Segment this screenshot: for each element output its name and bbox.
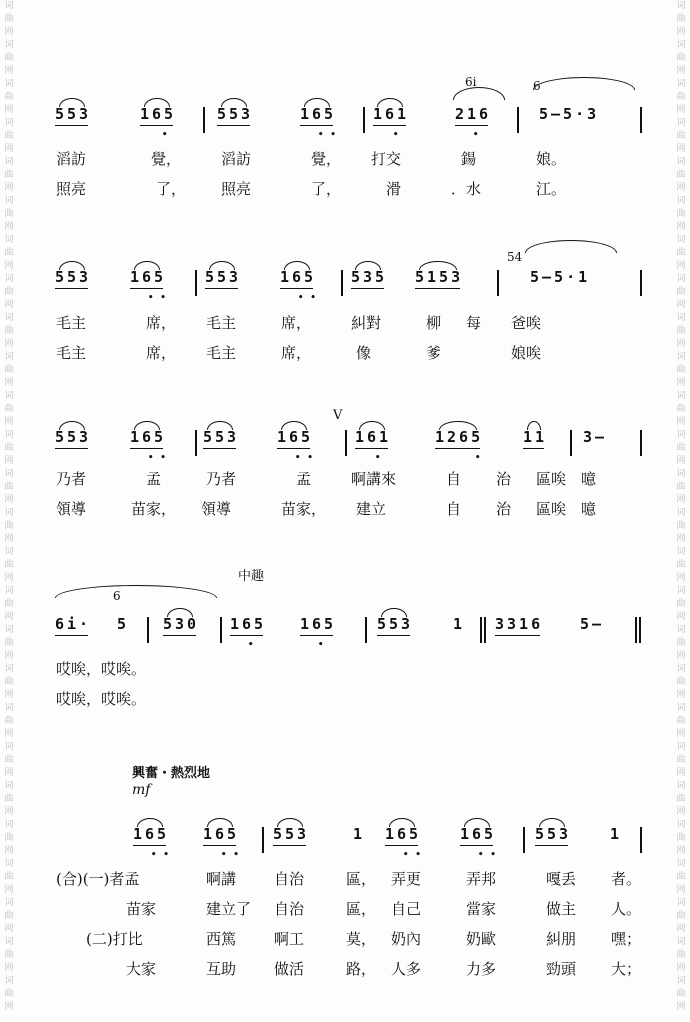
note-group: 216 •	[455, 105, 492, 140]
bar-line	[147, 617, 149, 643]
note-group: 1	[453, 615, 466, 633]
note-group: 553	[377, 615, 413, 633]
note-group: 11	[523, 428, 547, 446]
note-group: 165 ••	[300, 105, 336, 123]
lyric-line: (合)(一)者孟 啊講 自治 區， 弄更 弄邦 嘎丢 者。	[56, 870, 642, 888]
note-group: 165 ••	[130, 428, 166, 446]
tie	[525, 240, 617, 253]
note-group: 553	[203, 428, 239, 446]
breath-mark: V	[333, 408, 343, 423]
lyric-line: (二)打比 西篤 啊工 莫， 奶內 奶歐 糾朋 嘿；	[86, 930, 642, 948]
staff-5	[55, 825, 645, 865]
note-group: 1265 •	[435, 428, 483, 446]
right-watermark: 词曲网词曲网词曲网词曲网词曲网词曲网词曲网词曲网词曲网词曲网词曲网词曲网词曲网词曲网词曲网词曲网词曲网词曲网词曲网词曲网词曲网词曲网词曲网词曲网词曲网词曲网	[676, 1, 686, 1012]
bar-line	[365, 617, 367, 643]
bar-line	[341, 270, 343, 296]
note-group: 165 ••	[280, 268, 316, 286]
note-group: 165 ••	[385, 825, 421, 843]
staff-3	[55, 408, 645, 468]
note-group: 161 •	[355, 428, 391, 446]
bar-line	[497, 270, 499, 296]
lyric-line: 哎唉，哎唉。	[56, 660, 147, 678]
bar-line	[220, 617, 222, 643]
lyric-line: 苗家 建立了 自治 區， 自己 當家 做主 人。	[126, 900, 642, 918]
bar-line	[363, 107, 365, 133]
lyric-line: 滔訪 覺， 滔訪 覺， 打交 鍚 娘。	[56, 150, 567, 168]
bar-line	[640, 430, 642, 456]
note-group: 3—	[583, 428, 608, 446]
bar-line	[203, 107, 205, 133]
note-group: 165 ••	[460, 825, 496, 843]
note-group: 165 ••	[277, 428, 313, 446]
lyric-line: 乃者 孟 乃者 孟 啊講來 自 治 區唉 噫	[56, 470, 597, 488]
staff-2	[55, 250, 645, 308]
bar-line	[345, 430, 347, 456]
note-group: 165 •	[230, 615, 267, 650]
bar-line	[517, 107, 519, 133]
note-group: 5—5·3	[539, 105, 600, 123]
dynamic-marking: mf	[132, 782, 151, 798]
staff-4	[55, 589, 645, 655]
note-group: 553	[205, 268, 241, 286]
bar-line	[640, 270, 642, 296]
grace-annotation: 54	[507, 250, 523, 264]
note-group: 3316	[495, 615, 543, 633]
note-group: 5—5·1	[530, 268, 591, 286]
note-group: 553	[217, 105, 253, 123]
note-group: 1	[353, 825, 366, 843]
note-group: 165 ••	[133, 825, 169, 843]
note-group: 5	[117, 615, 130, 633]
note-group: 161 •	[373, 105, 409, 123]
lyric-line: 大家 互助 做活 路， 人多 力多 勁頭 大；	[126, 960, 642, 978]
note-group: 553	[55, 428, 91, 446]
expression-marking: 興奮・熱烈地	[132, 766, 211, 781]
bar-line	[570, 430, 572, 456]
lyric-line: 領導 苗家， 領導 苗家， 建立 自 治 區唉 噫	[56, 500, 597, 518]
left-watermark: 词曲网词曲网词曲网词曲网词曲网词曲网词曲网词曲网词曲网词曲网词曲网词曲网词曲网词曲网词曲网词曲网词曲网词曲网词曲网词曲网词曲网词曲网词曲网词曲网词曲网词曲网	[4, 1, 14, 1012]
tie	[55, 585, 217, 598]
note-group: 5153	[415, 268, 463, 286]
note-group: 535	[351, 268, 387, 286]
tempo-marking: 中趣	[238, 569, 265, 584]
note-group: 553	[55, 105, 91, 123]
lyric-line: 照亮 了， 照亮 了， 滑 ．水 江。	[56, 180, 567, 198]
note-group: 165 •	[300, 615, 337, 650]
note-group: 553	[273, 825, 309, 843]
staff-1	[55, 75, 645, 145]
bar-line	[640, 107, 642, 133]
bar-line	[635, 617, 637, 643]
bar-line	[640, 827, 642, 853]
bar-line	[523, 827, 525, 853]
bar-line	[484, 617, 486, 643]
grace-annotation: 6	[533, 79, 541, 93]
bar-line	[262, 827, 264, 853]
grace-annotation: 6i	[465, 75, 477, 89]
note-group: 6i·	[55, 615, 91, 633]
tie	[533, 77, 635, 90]
tie	[453, 87, 505, 100]
note-group: 530	[163, 615, 199, 633]
lyric-line: 毛主 席， 毛主 席， 像 爹 娘唉	[56, 344, 542, 362]
bar-line	[195, 270, 197, 296]
note-group: 553	[55, 268, 91, 286]
note-group: 5—	[580, 615, 605, 633]
lyric-line: 哎唉，哎唉。	[56, 690, 147, 708]
bar-line	[639, 617, 641, 643]
bar-line	[480, 617, 482, 643]
bar-line	[195, 430, 197, 456]
note-group: 165 •	[140, 105, 176, 123]
note-group: 165 ••	[203, 825, 239, 843]
note-group: 1	[610, 825, 623, 843]
note-group: 165 ••	[130, 268, 166, 286]
note-group: 553	[535, 825, 571, 843]
lyric-line: 毛主 席， 毛主 席， 糾對 柳 每 爸唉	[56, 314, 542, 332]
grace-annotation: 6	[113, 589, 121, 603]
